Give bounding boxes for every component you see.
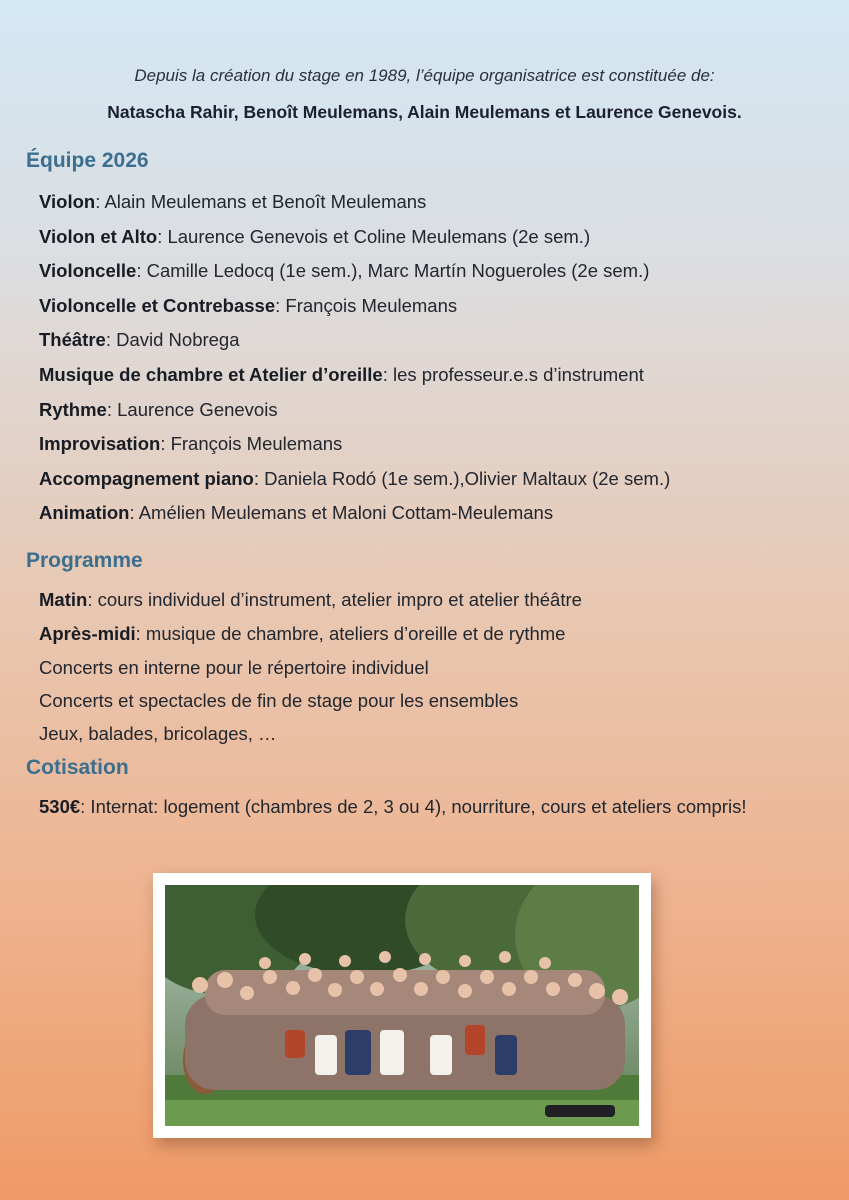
list-item — [39, 220, 670, 255]
item-text: : David Nobrega — [105, 329, 240, 351]
item-text: : Laurence Genevois — [106, 398, 278, 420]
list-item — [39, 790, 746, 825]
item-role: Après-midi — [39, 623, 136, 644]
list-item — [39, 427, 670, 462]
cotisation-list — [39, 790, 746, 825]
section-title-cotisation: Cotisation — [26, 756, 129, 779]
item-role: Violon — [39, 191, 96, 212]
item-role: Violoncelle et Contrebasse — [39, 294, 276, 316]
list-item — [39, 651, 582, 684]
list-item — [39, 496, 670, 531]
item-role: Matin — [39, 589, 88, 610]
list-item — [39, 393, 670, 428]
item-text: : François Meulemans — [275, 294, 458, 316]
intro — [0, 66, 849, 123]
list-item — [39, 254, 670, 289]
section-title-programme: Programme — [26, 549, 143, 572]
list-item — [39, 583, 582, 617]
item-text: : François Meulemans — [160, 433, 343, 455]
price: 530€ — [39, 796, 81, 817]
item-role: Improvisation — [39, 433, 161, 455]
equipe-list — [39, 185, 670, 531]
group-photo-icon — [165, 885, 639, 1126]
item-text: : cours individuel d’instrument, atelier impro et atelier théâtre — [87, 589, 582, 610]
item-text: : Camille Ledocq (1e sem.), Marc Martín Nogueroles (2e sem.) — [136, 260, 650, 282]
item-role: Animation — [39, 502, 130, 524]
item-text: : Daniela Rodó (1e sem.),Olivier Maltaux (2e sem.) — [253, 467, 671, 489]
item-role: Violon et Alto — [39, 225, 158, 247]
item-role: Théâtre — [39, 329, 106, 351]
item-role: Musique de chambre et Atelier d’oreille — [39, 363, 383, 385]
list-item — [39, 717, 582, 750]
organizers-names: Natascha Rahir, Benoît Meulemans, Alain Meulemans et Laurence Genevois. — [107, 102, 742, 122]
list-item — [39, 358, 670, 393]
list-item — [39, 323, 670, 358]
list-item — [39, 684, 582, 717]
section-title-equipe: Équipe 2026 — [26, 149, 149, 172]
item-text: : Internat: logement (chambres de 2, 3 ou 4), nourriture, cours et ateliers compris! — [80, 796, 747, 817]
item-text: Concerts et spectacles de fin de stage pour les ensembles — [39, 690, 519, 711]
item-text: : Amélien Meulemans et Maloni Cottam-Meulemans — [129, 502, 554, 524]
list-item — [39, 185, 670, 220]
list-item — [39, 617, 582, 651]
programme-list — [39, 583, 582, 750]
item-text: Jeux, balades, bricolages, … — [39, 723, 277, 744]
list-item — [39, 462, 670, 497]
photo-frame — [153, 873, 651, 1138]
item-text: Concerts en interne pour le répertoire individuel — [39, 657, 429, 678]
item-text: : musique de chambre, ateliers d’oreille et de rythme — [135, 623, 566, 644]
item-text: : les professeur.e.s d’instrument — [382, 363, 644, 385]
list-item — [39, 289, 670, 324]
item-text: : Laurence Genevois et Coline Meulemans (2e sem.) — [157, 225, 591, 247]
intro-line: Depuis la création du stage en 1989, l’équipe organisatrice est constituée de: — [134, 66, 715, 85]
item-role: Violoncelle — [39, 260, 137, 282]
item-role: Rythme — [39, 398, 107, 420]
item-role: Accompagnement piano — [39, 467, 254, 489]
item-text: : Alain Meulemans et Benoît Meulemans — [95, 191, 427, 212]
